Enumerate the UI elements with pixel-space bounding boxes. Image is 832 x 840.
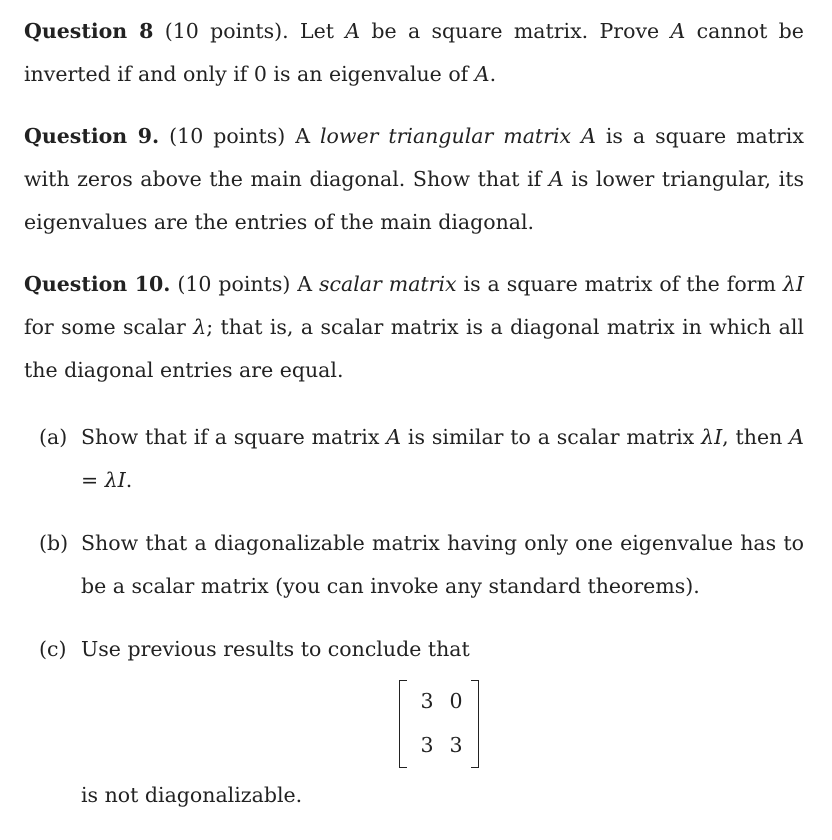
question-9-label: Question 9.	[24, 124, 160, 148]
math-lambda: λ	[193, 315, 207, 339]
part-c-text: Use previous results to conclude that	[81, 637, 470, 661]
question-8-text: be a square matrix. Prove	[371, 19, 660, 43]
question-10-text: A	[297, 272, 313, 296]
question-10-text: ; that is, a scalar matrix is a diagonal matrix in which all the diagonal entries are equal.	[24, 315, 804, 382]
question-8-label: Question 8	[24, 19, 154, 43]
part-b-text: Show that a diagonalizable matrix having only one eigenvalue has to be a scalar matrix (you can invoke any standard theorems).	[81, 531, 804, 598]
part-a-label: (a)	[39, 425, 68, 449]
question-10	[24, 263, 804, 392]
question-8-points: (10 points).	[164, 19, 289, 43]
var-a: A	[548, 167, 564, 191]
question-9-text: is a square matrix with zeros above the main diagonal. Show that if	[24, 124, 804, 191]
question-10-label: Question 10.	[24, 272, 171, 296]
question-10-points: (10 points)	[177, 272, 291, 296]
var-a: A	[474, 62, 490, 86]
right-bracket	[471, 680, 479, 768]
question-10-parts	[24, 416, 804, 817]
math-lambda-i: λI	[782, 272, 804, 296]
punct: .	[125, 468, 133, 492]
part-b-label: (b)	[39, 531, 69, 555]
part-c-label: (c)	[39, 637, 67, 661]
part-c	[24, 628, 804, 671]
math-equation: A = λI	[81, 425, 804, 492]
question-8-text: cannot be inverted if and only if 0 is an eigenvalue of	[24, 19, 804, 86]
part-a-text: is similar to a scalar matrix	[407, 425, 695, 449]
var-a: A	[386, 425, 402, 449]
document-page	[24, 10, 804, 817]
question-8-text: Let	[299, 19, 334, 43]
question-10-text: for some scalar	[24, 315, 186, 339]
matrix-cell: 3	[420, 733, 434, 757]
question-9-text: is lower triangular, its eigenvalues are the entries of the main diagonal.	[24, 167, 804, 234]
var-a: A	[670, 19, 686, 43]
var-a: A	[345, 19, 361, 43]
matrix	[399, 680, 479, 768]
term-scalar-matrix: scalar matrix	[319, 272, 457, 296]
punct: .	[489, 62, 497, 86]
conclusion-text: is not diagonalizable.	[81, 783, 303, 807]
question-9-text: A	[295, 124, 311, 148]
matrix-cell: 0	[449, 689, 463, 713]
matrix-cell: 3	[449, 733, 463, 757]
left-bracket	[399, 680, 407, 768]
part-a-text: , then	[722, 425, 783, 449]
math-lambda-i: λI	[701, 425, 723, 449]
part-a	[24, 416, 804, 502]
matrix-display	[24, 680, 804, 774]
term-lower-triangular: lower triangular matrix	[320, 124, 572, 148]
question-8	[24, 10, 804, 96]
matrix-cell: 3	[420, 689, 434, 713]
question-10-text: is a square matrix of the form	[463, 272, 776, 296]
part-b	[24, 522, 804, 608]
question-9	[24, 115, 804, 244]
question-9-points: (10 points)	[169, 124, 286, 148]
var-a: A	[581, 124, 596, 148]
part-a-text: Show that if a square matrix	[81, 425, 380, 449]
